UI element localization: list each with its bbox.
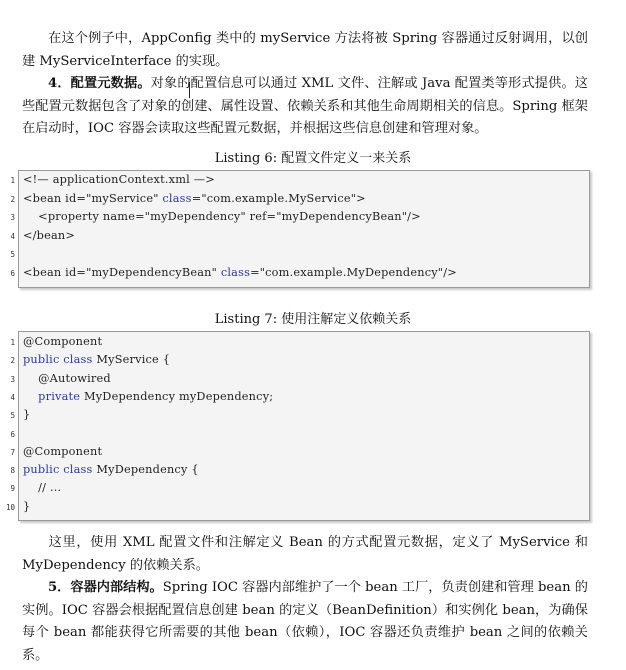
code-text: @Component [23, 444, 103, 458]
code-text: <bean id="myDependencyBean" [23, 266, 221, 279]
code-text: } [23, 408, 31, 422]
code-text: <!— applicationContext.xml —> [23, 173, 215, 186]
code-line [23, 229, 75, 242]
code-text: <property name="myDependency" ref="myDependencyBean"/> [23, 210, 421, 224]
paragraph-config-metadata-text: 对象的配置信息可以通过 XML 文件、注解或 Java 配置类等形式提供。这些配置元数据包含了对象的创建、属性设置、依赖关系和其他生命周期相关的信息。Spring 框架在启动时，IOC 容器会读取这些配置元数据，并根据这些信息创建和管理对象。 [22, 76, 588, 136]
code-keyword: public class [23, 463, 93, 477]
code-keyword: class [162, 191, 192, 205]
code-line [23, 173, 215, 186]
line-number: 8 [10, 466, 15, 476]
line-number: 2 [10, 356, 15, 366]
code-line [23, 408, 30, 421]
code-keyword: class [220, 266, 251, 279]
listing7-caption: Listing 7: 使用注解定义依赖关系 [214, 312, 412, 327]
code-listing-7 [5, 331, 590, 521]
code-line [23, 266, 457, 279]
code-line [23, 481, 61, 494]
paragraph-config-metadata [22, 73, 588, 141]
code-text: ="com.example.MyDependency"/> [250, 266, 457, 279]
code-line [23, 500, 30, 513]
code-text: MyDependency { [92, 463, 199, 477]
line-number: 3 [10, 213, 15, 223]
code-text: MyDependency myDependency; [80, 389, 274, 403]
code-text: // ... [23, 481, 62, 495]
code-keyword: public class [23, 353, 93, 367]
code-line [23, 390, 273, 403]
paragraph-intro [22, 28, 588, 73]
paragraph-intro-text: 在这个例子中，AppConfig 类中的 myService 方法将被 Spring 容器通过反射调用，以创建 MyServiceInterface 的实现。 [22, 31, 588, 69]
paragraph-container-structure-text: Spring IOC 容器内部维护了一个 bean 工厂，负责创建和管理 bean 的实例。IOC 容器会根据配置信息创建 bean 的定义（BeanDefinition）和实例化 bean，为确保每个 bean 都能获得它所需要的其他 bean（依赖），IOC 容器还负责维护 bean 之间的依赖关系。 [22, 580, 588, 663]
line-number: 5 [10, 411, 15, 421]
line-number: 1 [10, 338, 15, 347]
line-number: 2 [10, 194, 15, 204]
line-number: 6 [10, 429, 15, 439]
line-number: 10 [5, 502, 15, 512]
line-number: 3 [10, 374, 15, 384]
code-line [23, 463, 199, 476]
code-line [23, 445, 102, 458]
code-keyword: private [38, 389, 81, 403]
code-line [23, 192, 366, 205]
paragraph-summary-text: 这里，使用 XML 配置文件和注解定义 Bean 的方式配置元数据，定义了 MyService 和 MyDependency 的依赖关系。 [22, 535, 588, 573]
code-line [23, 353, 170, 366]
code-text: ="com.example.MyService"> [191, 191, 366, 205]
code-listing-6 [10, 170, 590, 288]
section-heading-container-structure: 5．容器内部结构。 [48, 580, 163, 595]
code-line [23, 210, 421, 223]
code-line [23, 372, 111, 385]
code-text: MyService { [92, 353, 171, 367]
code-text [23, 390, 38, 403]
line-number: 6 [10, 269, 15, 278]
line-number: 1 [10, 176, 15, 185]
line-number: 9 [10, 484, 15, 494]
paragraph-summary [22, 532, 588, 577]
paragraph-container-structure [22, 577, 588, 667]
section-heading-config-metadata: 4．配置元数据。 [48, 76, 151, 91]
code-line [23, 335, 102, 348]
line-number: 5 [10, 250, 15, 260]
code-text: @Component [23, 335, 103, 348]
line-number: 4 [10, 231, 15, 241]
listing6-caption: Listing 6: 配置文件定义一来关系 [214, 151, 412, 166]
line-number: 7 [10, 447, 15, 457]
code-text: <bean id="myService" [23, 191, 163, 205]
line-number: 4 [10, 392, 15, 402]
code-text: } [23, 499, 31, 513]
code-text: </bean> [23, 228, 76, 242]
code-text: @Autowired [23, 371, 111, 385]
